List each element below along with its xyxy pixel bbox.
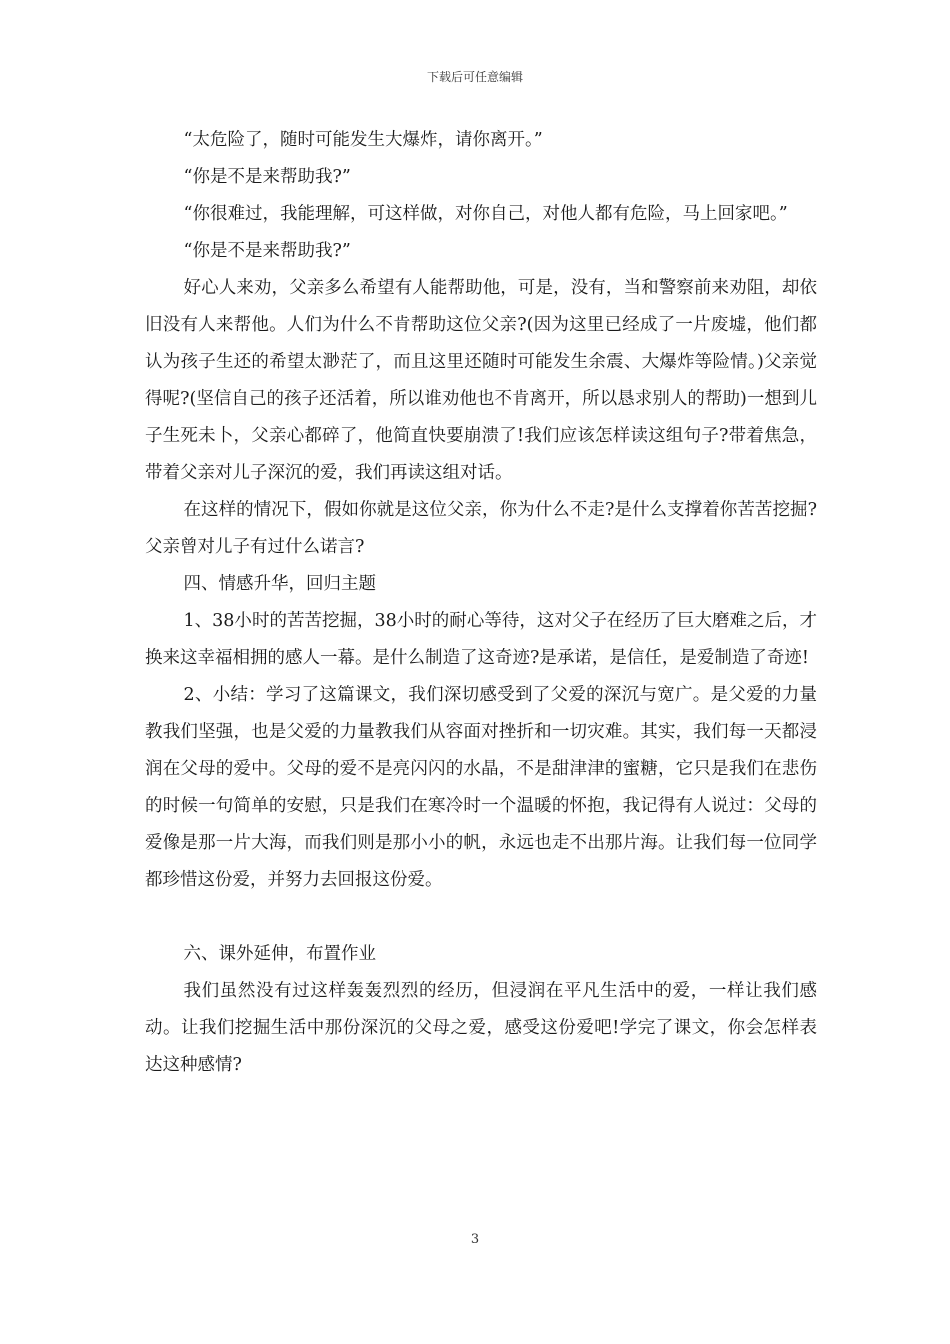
page-number: 3 (470, 1232, 480, 1247)
paragraph: 1、38小时的苦苦挖掘，38小时的耐心等待，这对父子在经历了巨大磨难之后，才换来这幸福相拥的感人一幕。是什么制造了这奇迹?是承诺，是信任，是爱制造了奇迹! (145, 611, 817, 668)
paragraph: “你很难过，我能理解，可这样做，对你自己，对他人都有危险，马上回家吧。” (183, 204, 788, 224)
section-heading: 四、情感升华，回归主题 (183, 574, 376, 594)
document-body (145, 122, 817, 1084)
paragraph: “你是不是来帮助我?” (183, 167, 351, 187)
paragraph: 在这样的情况下，假如你就是这位父亲，你为什么不走?是什么支撑着你苦苦挖掘?父亲曾对儿子有过什么诺言? (145, 500, 817, 557)
paragraph: 好心人来劝，父亲多么希望有人能帮助他，可是，没有，当和警察前来劝阻，却依旧没有人来帮他。人们为什么不肯帮助这位父亲?(因为这里已经成了一片废墟，他们都认为孩子生还的希望太渺茫了，而且这里还随时可能发生余震、大爆炸等险情。)父亲觉得呢?(坚信自己的孩子还活着，所以谁劝他也不肯离开，所以恳求别人的帮助)一想到儿子生死未卜，父亲心都碎了，他简直快要崩溃了!我们应该怎样读这组句子?带着焦急，带着父亲对儿子深沉的爱，我们再读这组对话。 (145, 278, 817, 483)
page-header: 下载后可任意编辑 (426, 70, 523, 84)
paragraph: 我们虽然没有过这样轰轰烈烈的经历，但浸润在平凡生活中的爱，一样让我们感动。让我们挖掘生活中那份深沉的父母之爱，感受这份爱吧!学完了课文，你会怎样表达这种感情? (145, 981, 817, 1075)
paragraph: “太危险了，随时可能发生大爆炸，请你离开。” (183, 130, 543, 150)
paragraph: “你是不是来帮助我?” (183, 241, 351, 261)
paragraph: 2、小结：学习了这篇课文，我们深切感受到了父爱的深沉与宽广。是父爱的力量教我们坚强，也是父爱的力量教我们从容面对挫折和一切灾难。其实，我们每一天都浸润在父母的爱中。父母的爱不是亮闪闪的水晶，不是甜津津的蜜糖，它只是我们在悲伤的时候一句简单的安慰，只是我们在寒冷时一个温暖的怀抱，我记得有人说过：父母的爱像是那一片大海，而我们则是那小小的帆，永远也走不出那片海。让我们每一位同学都珍惜这份爱，并努力去回报这份爱。 (145, 685, 817, 890)
section-heading: 六、课外延伸，布置作业 (183, 944, 376, 964)
